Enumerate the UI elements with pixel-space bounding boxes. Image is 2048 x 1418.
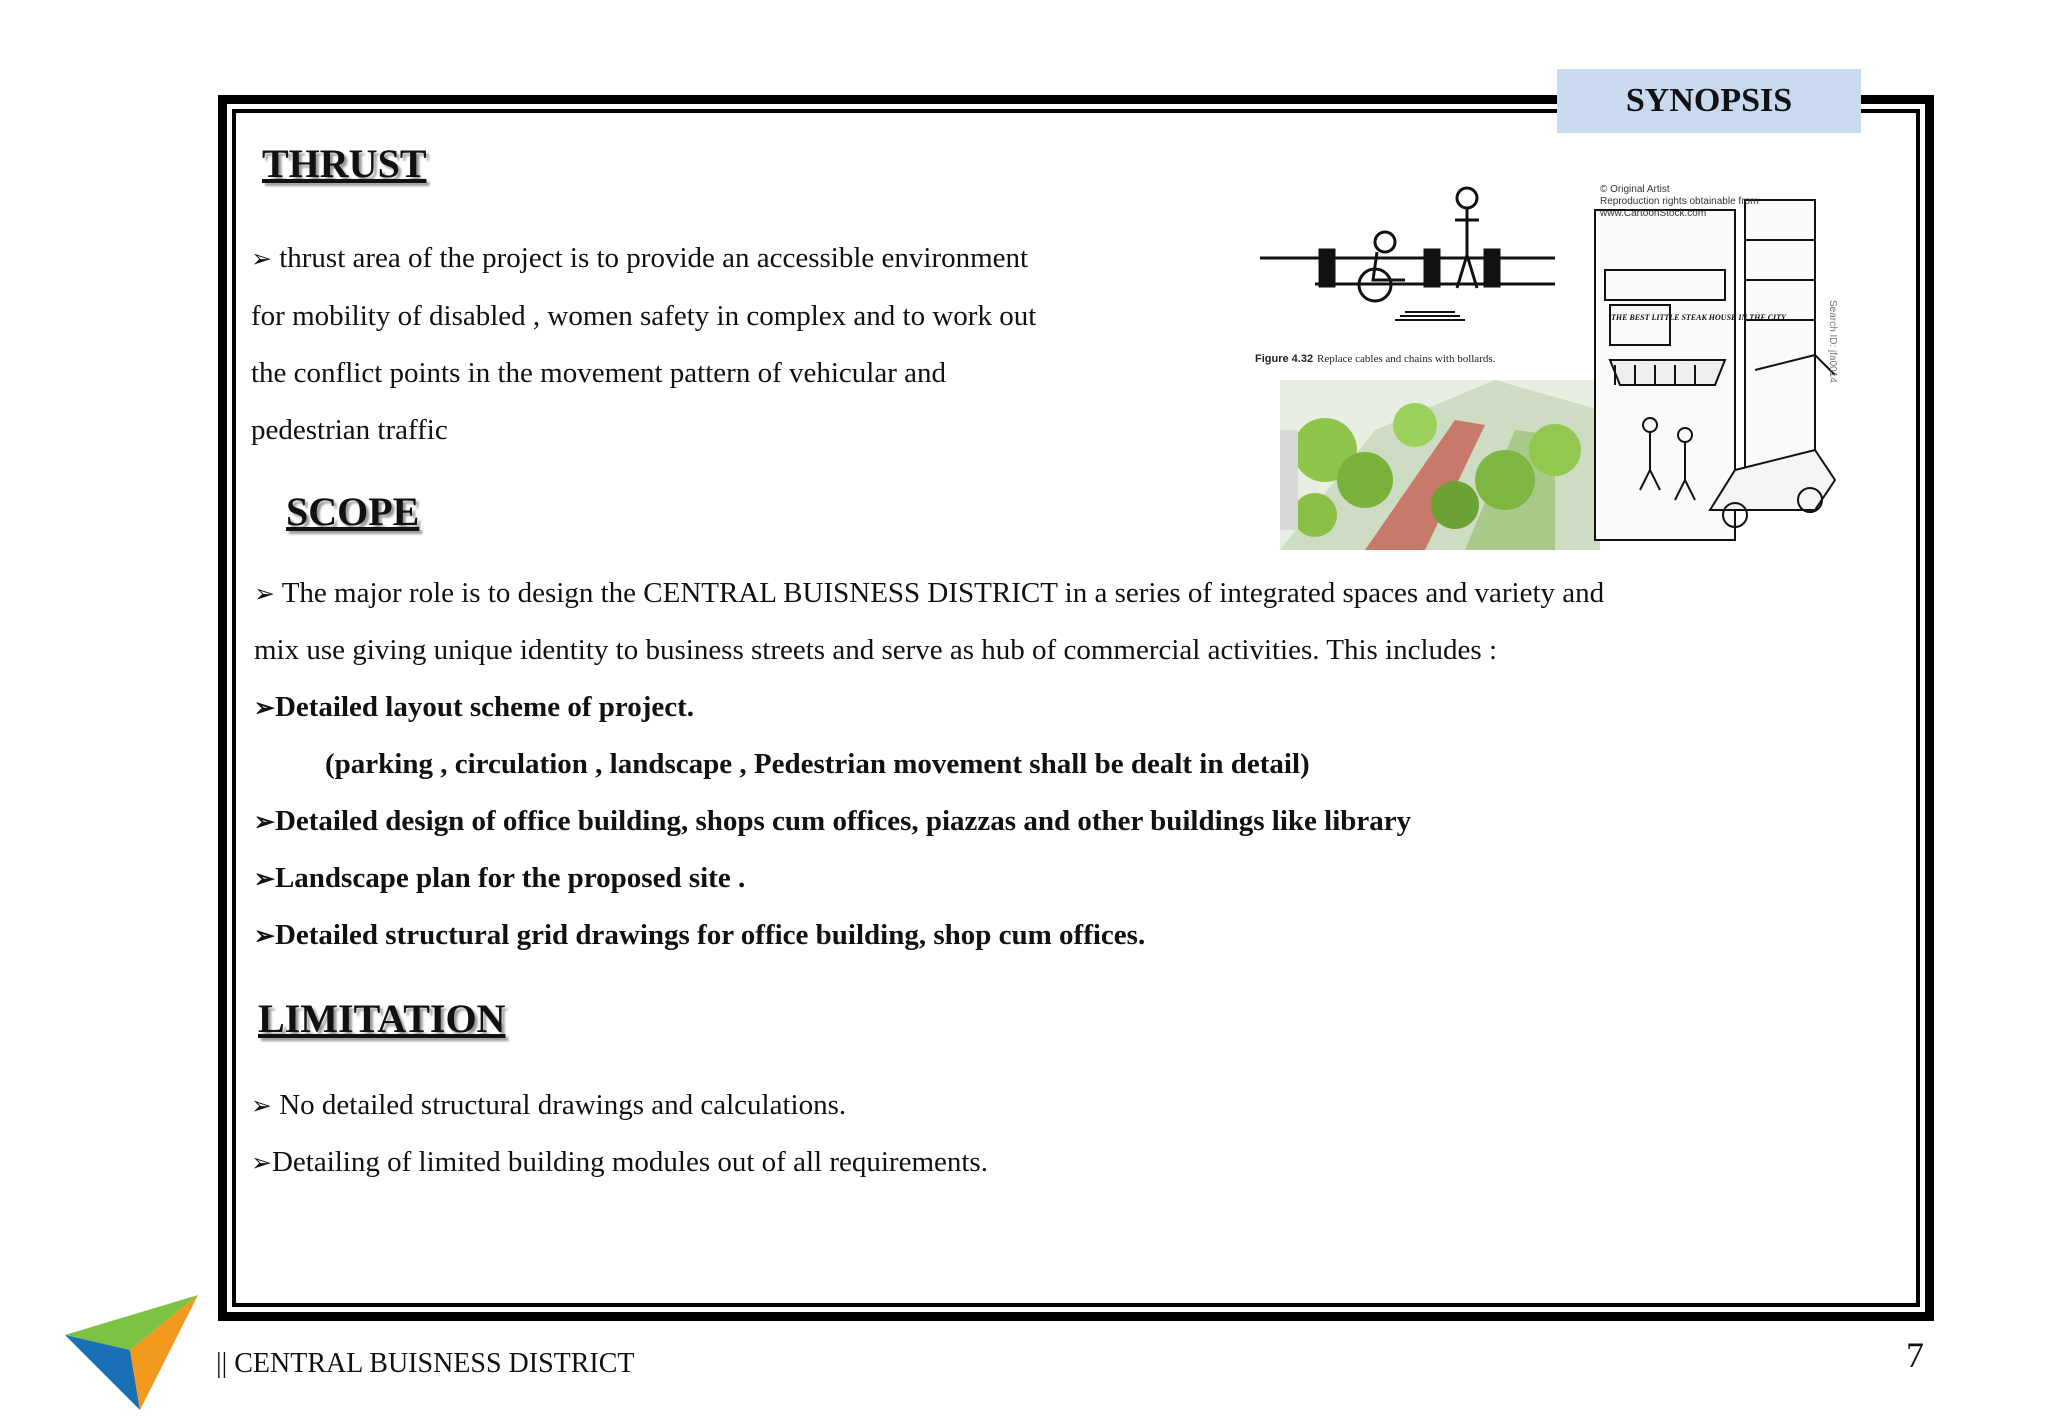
synopsis-tag (1557, 69, 1861, 133)
thrust-line: pedestrian traffic (251, 414, 448, 446)
thrust-line-text: thrust area of the project is to provide an accessible environment (279, 242, 1029, 274)
scope-item (254, 679, 694, 737)
bullet-arrow-icon: ➢ (254, 866, 275, 893)
bullet-arrow-icon: ➢ (254, 809, 275, 836)
bullet-arrow-icon: ➢ (254, 923, 275, 950)
street-cartoon (1595, 200, 1835, 540)
scope-item-text: Detailed layout scheme of project. (274, 691, 695, 723)
illustration-collage (1255, 180, 1845, 575)
limitation-heading: LIMITATION (258, 996, 506, 1041)
synopsis-label: SYNOPSIS (1625, 82, 1793, 119)
figure-caption-text: Replace cables and chains with bollards. (1317, 353, 1496, 365)
bullet-arrow-icon: ➢ (254, 581, 275, 608)
bullet-arrow-icon: ➢ (254, 695, 275, 722)
limitation-item-text: No detailed structural drawings and calculations. (279, 1089, 847, 1121)
thrust-heading: THRUST (262, 141, 427, 186)
limitation-item (251, 1077, 846, 1135)
copyright-line: www.CartoonStock.com (1600, 208, 1707, 219)
limitation-item-text: Detailing of limited building modules out of all requirements. (271, 1146, 988, 1178)
sign-text: THE BEST LITTLE STEAK HOUSE IN THE CITY (1611, 313, 1786, 322)
limitation-item (251, 1134, 988, 1192)
scope-item-text: Landscape plan for the proposed site . (274, 862, 746, 894)
copyright-line: © Original Artist (1600, 184, 1670, 195)
footer-text: || CENTRAL BUISNESS DISTRICT (216, 1348, 635, 1379)
bullet-arrow-icon: ➢ (251, 1093, 272, 1120)
scope-item-text: Detailed structural grid drawings for office building, shop cum offices. (274, 919, 1146, 951)
thrust-line: the conflict points in the movement pattern of vehicular and (251, 357, 946, 389)
landscape-render (1280, 380, 1600, 550)
figure-caption-number: Figure 4.32 (1255, 353, 1314, 365)
copyright-line: Reproduction rights obtainable from (1600, 196, 1759, 207)
scope-intro-line-1 (254, 565, 1604, 623)
scope-item (254, 793, 1411, 851)
search-id-text: Search ID: jfa0014 (1827, 300, 1838, 383)
bullet-arrow-icon: ➢ (251, 1150, 272, 1177)
scope-item-note: (parking , circulation , landscape , Pedestrian movement shall be dealt in detail) (325, 748, 1310, 780)
thrust-paragraph (251, 230, 1036, 459)
page-number: 7 (1906, 1335, 1924, 1375)
bullet-arrow-icon: ➢ (251, 246, 272, 273)
scope-heading: SCOPE (286, 489, 420, 534)
thrust-line (251, 230, 1036, 288)
scope-item-text: Detailed design of office building, shops cum offices, piazzas and other buildings like library (274, 805, 1412, 837)
scope-intro-line-2: mix use giving unique identity to business streets and serve as hub of commercial activities. This includes : (254, 634, 1498, 666)
logo-icon (60, 1290, 200, 1415)
scope-intro-text: The major role is to design the CENTRAL BUISNESS DISTRICT in a series of integrated spaces and variety and (281, 577, 1605, 609)
bollards-sketch (1260, 188, 1555, 320)
thrust-line: for mobility of disabled , women safety in complex and to work out (251, 300, 1037, 332)
scope-item (254, 850, 745, 908)
scope-item (254, 907, 1145, 965)
